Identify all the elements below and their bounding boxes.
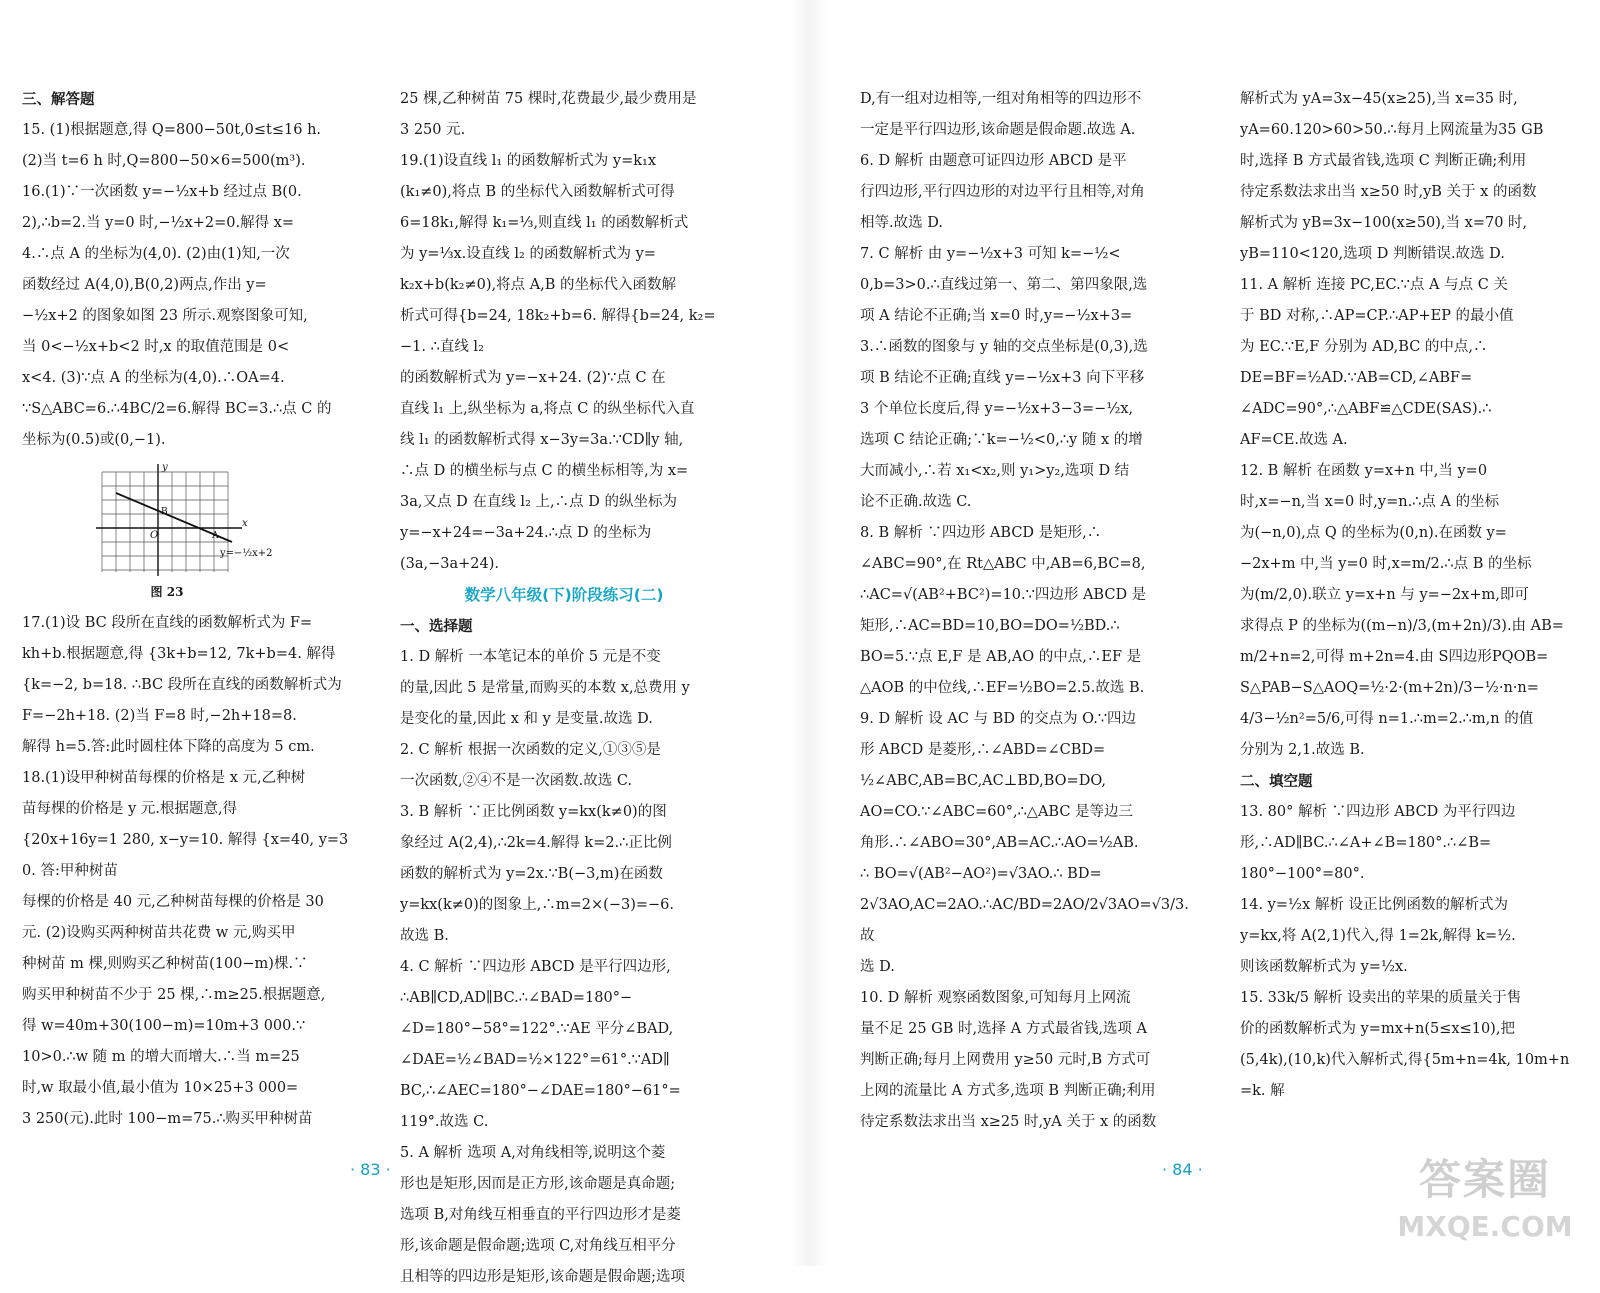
text-line: 于 BD 对称,∴AP=CP.∴AP+EP 的最小值 [1240, 308, 1514, 324]
text-line: 的函数解析式为 y=−x+24. (2)∵点 C 在 [400, 370, 666, 386]
text-line: 判断正确;每月上网费用 y≥50 元时,B 方式可 [860, 1052, 1151, 1068]
text-line: ½∠ABC,AB=BC,AC⊥BD,BO=DO, [860, 773, 1106, 789]
text-line: 9. D 解析 设 AC 与 BD 的交点为 O.∵四边 [860, 711, 1137, 727]
text-line: 119°.故选 C. [400, 1114, 489, 1130]
svg-text:y: y [162, 462, 168, 473]
text-line: 3. B 解析 ∵正比例函数 y=kx(k≠0)的图 [400, 804, 667, 820]
text-line: 论不正确.故选 C. [860, 494, 972, 510]
text-line: 8. B 解析 ∵四边形 ABCD 是矩形,∴ [860, 525, 1102, 541]
figure-caption: 图 23 [150, 585, 184, 599]
col4-lines [1240, 84, 1570, 766]
svg-text:x: x [242, 518, 248, 529]
text-line: 析式可得{b=24, 18k₂+b=6. 解得{b=24, k₂=−1. ∴直线 l₂ [400, 308, 716, 355]
text-line: 15. (1)根据题意,得 Q=800−50t,0≤t≤16 h. [22, 122, 322, 138]
text-line: (3a,−3a+24). [400, 556, 500, 572]
graph-figure [92, 462, 273, 582]
text-line: 13. 80° 解析 ∵四边形 ABCD 为平行四边 [1240, 804, 1516, 820]
text-line: 行四边形,平行四边形的对边平行且相等,对角 [860, 184, 1145, 200]
text-line: ∴AC=√(AB²+BC²)=10.∵四边形 ABCD 是 [860, 587, 1147, 603]
text-line: 一定是平行四边形,该命题是假命题.故选 A. [860, 122, 1136, 138]
text-line: 5. A 解析 选项 A,对角线相等,说明这个菱 [400, 1145, 666, 1161]
text-line: ∴ BO=√(AB²−AO²)=√3AO.∴ BD= [860, 866, 1102, 882]
column-3 [860, 84, 1190, 1154]
text-line: 角形.∴∠ABO=30°,AB=AC.∴AO=½AB. [860, 835, 1139, 851]
column-4 [1240, 84, 1570, 1154]
text-line: AF=CE.故选 A. [1240, 432, 1348, 448]
text-line: 项 A 结论不正确;当 x=0 时,y=−½x+3= [860, 308, 1133, 324]
col3-lines [860, 84, 1190, 1138]
column-1 [22, 84, 350, 1154]
text-line: 坐标为(0.5)或(0,−1). [22, 432, 166, 448]
text-line: yB=110<120,选项 D 判断错误.故选 D. [1240, 246, 1505, 262]
text-line: 线 l₁ 的函数解析式得 x−3y=3a.∵CD∥y 轴, [400, 432, 684, 448]
col1-lines-after [22, 608, 350, 1135]
text-line: 象经过 A(2,4),∴2k=4.解得 k=2.∴正比例 [400, 835, 672, 851]
text-line: BC,∴∠AEC=180°−∠DAE=180°−61°= [400, 1083, 681, 1099]
text-line: 为 y=⅓x.设直线 l₂ 的函数解析式为 y= [400, 246, 656, 262]
col2-lines [400, 84, 728, 580]
text-line: F=−2h+18. (2)当 F=8 时,−2h+18=8. [22, 708, 297, 724]
text-line: 17.(1)设 BC 段所在直线的函数解析式为 F= [22, 615, 313, 631]
text-line: 函数的解析式为 y=2x.∵B(−3,m)在函数 [400, 866, 663, 882]
text-line: 量不足 25 GB 时,选择 A 方式最省钱,选项 A [860, 1021, 1148, 1037]
text-line: 且相等的四边形是矩形,该命题是假命题;选项 [400, 1269, 685, 1285]
text-line: −2x+m 中,当 y=0 时,x=m/2.∴点 B 的坐标 [1240, 556, 1532, 572]
text-line: 种树苗 m 棵,则购买乙种树苗(100−m)棵.∵ [22, 956, 308, 972]
text-line: 4.∴点 A 的坐标为(4,0). (2)由(1)知,一次 [22, 246, 290, 262]
text-line: 6=18k₁,解得 k₁=⅓,则直线 l₁ 的函数解析式 [400, 215, 689, 231]
page-number-left: · 83 · [350, 1160, 391, 1179]
text-line: 当 0<−½x+b<2 时,x 的取值范围是 0< [22, 339, 290, 355]
text-line: 时,选择 B 方式最省钱,选项 C 判断正确;利用 [1240, 153, 1527, 169]
text-line: 3 250 元. [400, 122, 466, 138]
text-line: 形 ABCD 是菱形,∴∠ABD=∠CBD= [860, 742, 1106, 758]
text-line: 为 EC.∵E,F 分别为 AD,BC 的中点,∴ [1240, 339, 1488, 355]
text-line: yA=60.120>60>50.∴每月上网流量为35 GB [1240, 122, 1544, 138]
text-line: 大而减小,∴若 x₁<x₂,则 y₁>y₂,选项 D 结 [860, 463, 1130, 479]
col1-lines [22, 115, 350, 456]
text-line: BO=5.∵点 E,F 是 AB,AO 的中点,∴EF 是 [860, 649, 1142, 665]
text-line: 解析式为 yB=3x−100(x≥50),当 x=70 时, [1240, 215, 1528, 231]
text-line: 为(−n,0),点 Q 的坐标为(0,n).在函数 y= [1240, 525, 1507, 541]
text-line: 求得点 P 的坐标为((m−n)/3,(m+2n)/3).由 AB= [1240, 618, 1564, 634]
watermark-logo [1380, 1150, 1590, 1260]
text-line: 3a,又点 D 在直线 l₂ 上,∴点 D 的纵坐标为 [400, 494, 677, 510]
text-line: 形也是矩形,因而是正方形,该命题是真命题; [400, 1176, 676, 1192]
text-line: AO=CO.∵∠ABC=60°,∴△ABC 是等边三 [860, 804, 1134, 820]
page-gutter [790, 0, 830, 1266]
text-line: 故选 B. [400, 928, 449, 944]
text-line: 3 个单位长度后,得 y=−½x+3−3=−½x, [860, 401, 1134, 417]
text-line: 2√3AO,AC=2AO.∴AC/BD=2AO/2√3AO=√3/3.故 [860, 897, 1189, 944]
text-line: 10. D 解析 观察函数图象,可知每月上网流 [860, 990, 1131, 1006]
text-line: y=kx(k≠0)的图象上,∴m=2×(−3)=−6. [400, 897, 674, 913]
text-line: 25 棵,乙种树苗 75 棵时,花费最少,最少费用是 [400, 91, 697, 107]
text-line: 10>0.∴w 随 m 的增大而增大.∴当 m=25 [22, 1049, 300, 1065]
text-line: 12. B 解析 在函数 y=x+n 中,当 y=0 [1240, 463, 1488, 479]
text-line: 待定系数法求出当 x≥25 时,yA 关于 x 的函数 [860, 1114, 1157, 1130]
text-line: ∠DAE=½∠BAD=½×122°=61°.∵AD∥ [400, 1052, 670, 1068]
section-heading-1: 一、选择题 [400, 618, 473, 635]
text-line: 16.(1)∵一次函数 y=−½x+b 经过点 B(0. [22, 184, 302, 200]
text-line: 15. 33k/5 解析 设卖出的苹果的质量关于售 [1240, 990, 1522, 1006]
text-line: 2. C 解析 根据一次函数的定义,①③⑤是 [400, 742, 661, 758]
text-line: y=kx,将 A(2,1)代入,得 1=2k,解得 k=½. [1240, 928, 1516, 944]
text-line: (2)当 t=6 h 时,Q=800−50×6=500(m³). [22, 153, 306, 169]
text-line: (5,4k),(10,k)代入解析式,得{5m+n=4k, 10m+n=k. 解 [1240, 1052, 1570, 1099]
text-line: 分别为 2,1.故选 B. [1240, 742, 1365, 758]
svg-text:A: A [212, 531, 219, 541]
text-line: 每棵的价格是 40 元,乙种树苗每棵的价格是 30 [22, 894, 324, 910]
text-line: 的量,因此 5 是常量,而购买的本数 x,总费用 y [400, 680, 690, 696]
text-line: S△PAB−S△AOQ=½·2·(m+2n)/3−½·n·n= [1240, 680, 1539, 696]
text-line: 2),∴b=2.当 y=0 时,−½x+2=0.解得 x= [22, 215, 295, 231]
text-line: 直线 l₁ 上,纵坐标为 a,将点 C 的纵坐标代入直 [400, 401, 695, 417]
text-line: 选 D. [860, 959, 895, 975]
text-line: 6. D 解析 由题意可证四边形 ABCD 是平 [860, 153, 1127, 169]
text-line: 购买甲种树苗不少于 25 棵,∴m≥25.根据题意, [22, 987, 326, 1003]
text-line: 一次函数,②④不是一次函数.故选 C. [400, 773, 633, 789]
text-line: 项 B 结论不正确;直线 y=−½x+3 向下平移 [860, 370, 1145, 386]
text-line: 得 w=40m+30(100−m)=10m+3 000.∵ [22, 1018, 306, 1034]
text-line: 函数经过 A(4,0),B(0,2)两点,作出 y= [22, 277, 267, 293]
text-line: 4. C 解析 ∵四边形 ABCD 是平行四边形, [400, 959, 671, 975]
text-line: 7. C 解析 由 y=−½x+3 可知 k=−½< [860, 246, 1121, 262]
text-line: 选项 C 结论正确;∵k=−½<0,∴y 随 x 的增 [860, 432, 1143, 448]
column-2 [400, 84, 728, 1285]
text-line: 解得 h=5.答:此时圆柱体下降的高度为 5 cm. [22, 739, 315, 755]
text-line: 相等.故选 D. [860, 215, 943, 231]
text-line: ∴AB∥CD,AD∥BC.∴∠BAD=180°− [400, 990, 633, 1006]
svg-text:B: B [161, 507, 168, 517]
text-line: 矩形,∴AC=BD=10,BO=DO=½BD.∴ [860, 618, 1120, 634]
text-line: 形,∴AD∥BC.∴∠A+∠B=180°.∴∠B= [1240, 835, 1492, 851]
text-line: ∠D=180°−58°=122°.∵AE 平分∠BAD, [400, 1021, 674, 1037]
text-line: 时,x=−n,当 x=0 时,y=n.∴点 A 的坐标 [1240, 494, 1500, 510]
text-line: 11. A 解析 连接 PC,EC.∵点 A 与点 C 关 [1240, 277, 1508, 293]
text-line: 上网的流量比 A 方式多,选项 B 判断正确;利用 [860, 1083, 1156, 1099]
watermark-logo-text: 答案圈 [1418, 1155, 1551, 1204]
text-line: 则该函数解析式为 y=½x. [1240, 959, 1408, 975]
text-line: m/2+n=2,可得 m+2n=4.由 S四边形PQOB= [1240, 649, 1549, 665]
text-line: 1. D 解析 一本笔记本的单价 5 元是不变 [400, 649, 661, 665]
watermark-site-text: MXQE.COM [1397, 1210, 1573, 1243]
col4-lines-after [1240, 797, 1570, 1107]
text-line: 为(m/2,0).联立 y=x+n 与 y=−2x+m,即可 [1240, 587, 1529, 603]
text-line: y=−x+24=−3a+24.∴点 D 的坐标为 [400, 525, 652, 541]
col2-lines-after [400, 642, 728, 1293]
figure-line-label: y=−½x+2 [220, 548, 273, 559]
text-line: ∴点 D 的横坐标与点 C 的横坐标相等,为 x= [400, 463, 689, 479]
text-line: 待定系数法求出当 x≥50 时,yB 关于 x 的函数 [1240, 184, 1537, 200]
text-line: 是变化的量,因此 x 和 y 是变量.故选 D. [400, 711, 653, 727]
text-line: k₂x+b(k₂≠0),将点 A,B 的坐标代入函数解 [400, 277, 677, 293]
text-line: 4/3−½n²=5/6,可得 n=1.∴m=2.∴m,n 的值 [1240, 711, 1534, 727]
section-heading-3: 三、解答题 [22, 91, 95, 108]
text-line: 元. (2)设购买两种树苗共花费 w 元,购买甲 [22, 925, 296, 941]
text-line: 苗每棵的价格是 y 元.根据题意,得 [22, 801, 238, 817]
exercise-title: 数学八年级(下)阶段练习(二) [464, 586, 664, 604]
text-line: {20x+16y=1 280, x−y=10. 解得 {x=40, y=30. 答:甲种树苗 [22, 832, 349, 879]
text-line: ∵S△ABC=6.∴4BC/2=6.解得 BC=3.∴点 C 的 [22, 401, 332, 417]
text-line: ∠ADC=90°,∴△ABF≌△CDE(SAS).∴ [1240, 401, 1492, 417]
text-line: 18.(1)设甲种树苗每棵的价格是 x 元,乙种树 [22, 770, 306, 786]
section-heading-2: 二、填空题 [1240, 773, 1313, 790]
text-line: 解析式为 yA=3x−45(x≥25),当 x=35 时, [1240, 91, 1518, 107]
text-line: 3.∴函数的图象与 y 轴的交点坐标是(0,3),选 [860, 339, 1148, 355]
page-number-right: · 84 · [1162, 1160, 1203, 1179]
text-line: D,有一组对边相等,一组对角相等的四边形不 [860, 91, 1142, 107]
text-line: △AOB 的中位线,∴EF=½BO=2.5.故选 B. [860, 680, 1145, 696]
svg-text:O: O [150, 530, 159, 541]
text-line: kh+b.根据题意,得 {3k+b=12, 7k+b=4. 解得 [22, 646, 336, 662]
text-line: {k=−2, b=18. ∴BC 段所在直线的函数解析式为 [22, 677, 342, 693]
figure-23 [92, 462, 273, 602]
text-line: 价的函数解析式为 y=mx+n(5≤x≤10),把 [1240, 1021, 1515, 1037]
text-line: 形,该命题是假命题;选项 C,对角线互相平分 [400, 1238, 676, 1254]
text-line: 时,w 取最小值,最小值为 10×25+3 000= [22, 1080, 299, 1096]
text-line: 0,b=3>0.∴直线过第一、第二、第四象限,选 [860, 277, 1148, 293]
text-line: (k₁≠0),将点 B 的坐标代入函数解析式可得 [400, 184, 675, 200]
text-line: x<4. (3)∵点 A 的坐标为(4,0).∴OA=4. [22, 370, 285, 386]
text-line: ∠ABC=90°,在 Rt△ABC 中,AB=6,BC=8, [860, 556, 1146, 572]
text-line: 3 250(元).此时 100−m=75.∴购买甲种树苗 [22, 1111, 313, 1127]
text-line: −½x+2 的图象如图 23 所示.观察图象可知, [22, 308, 308, 324]
text-line: 19.(1)设直线 l₁ 的函数解析式为 y=k₁x [400, 153, 656, 169]
text-line: DE=BF=½AD.∵AB=CD,∠ABF= [1240, 370, 1473, 386]
text-line: 选项 B,对角线互相垂直的平行四边形才是菱 [400, 1207, 681, 1223]
text-line: 180°−100°=80°. [1240, 866, 1365, 882]
text-line: 14. y=½x 解析 设正比例函数的解析式为 [1240, 897, 1508, 913]
